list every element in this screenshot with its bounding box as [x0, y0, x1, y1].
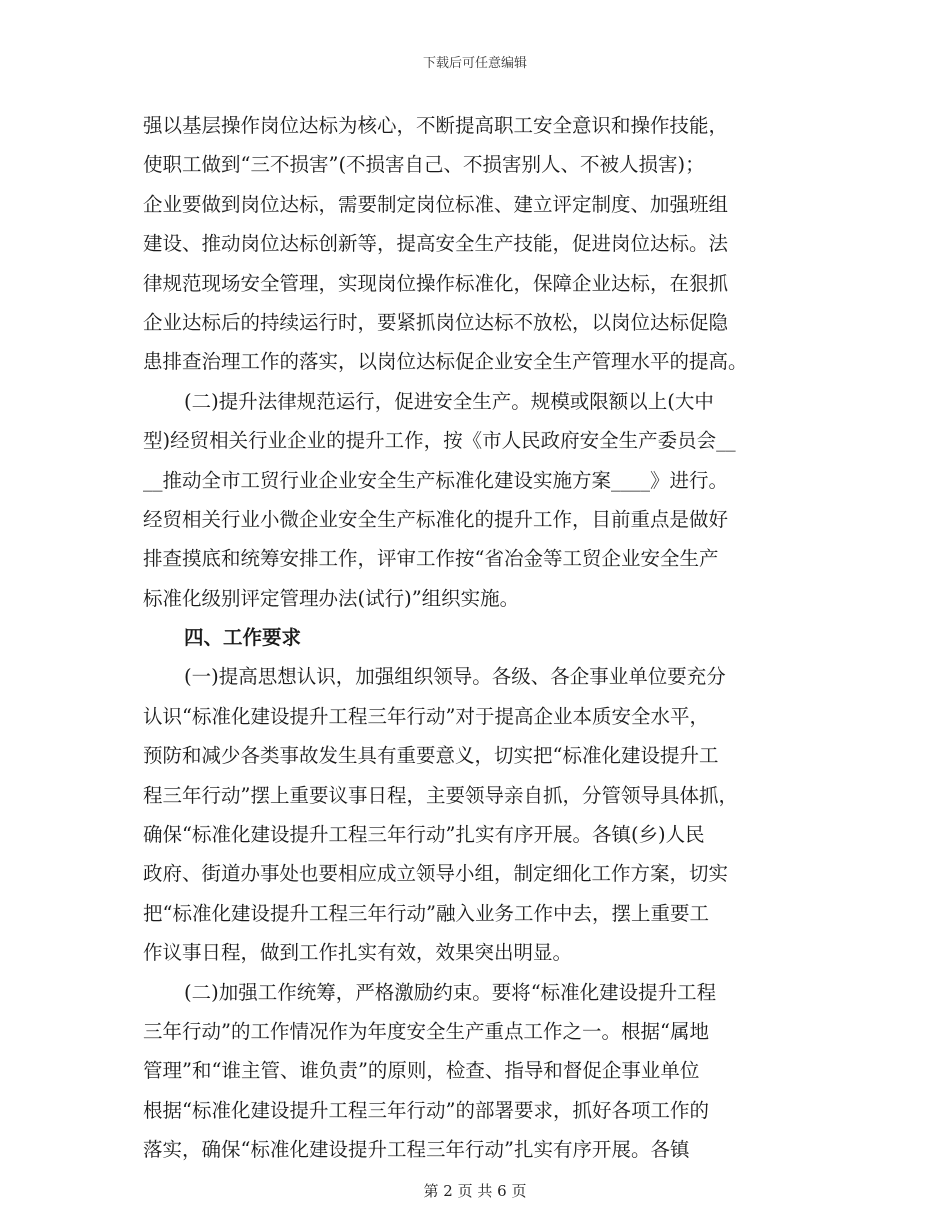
paragraph-start-line: (二)加强工作统筹，严格激励约束。要将“标准化建设提升工程 [184, 980, 717, 1004]
body-line: 使职工做到“三不损害”(不损害自己、不损害别人、不被人损害)； [143, 153, 705, 177]
body-line: 把“标准化建设提升工程三年行动”融入业务工作中去，摆上重要工 [143, 901, 709, 925]
body-line: 认识“标准化建设提升工程三年行动”对于提高企业本质安全水平， [143, 704, 709, 728]
body-line: 根据“标准化建设提升工程三年行动”的部署要求，抓好各项工作的 [143, 1098, 709, 1122]
body-line: 程三年行动”摆上重要议事日程，主要领导亲自抓，分管领导具体抓， [143, 783, 738, 807]
document-body [143, 106, 823, 1170]
body-line: 建设、推动岗位达标创新等，提高安全生产技能，促进岗位达标。法 [143, 232, 729, 256]
body-line: 强以基层操作岗位达标为核心，不断提高职工安全意识和操作技能， [143, 114, 729, 137]
body-line: 管理”和“谁主管、谁负责”的原则，检查、指导和督促企事业单位 [143, 1059, 700, 1083]
body-line: 确保“标准化建设提升工程三年行动”扎实有序开展。各镇(乡)人民 [143, 823, 705, 847]
body-line: 企业要做到岗位达标，需要制定岗位标准、建立评定制度、加强班组 [143, 192, 729, 216]
body-line: 患排查治理工作的落实，以岗位达标促企业安全生产管理水平的提高。 [143, 350, 748, 374]
section-heading: 四、工作要求 [184, 626, 302, 650]
body-line: __推动全市工贸行业企业安全生产标准化建设实施方案____》进行。 [143, 468, 729, 492]
body-line: 三年行动”的工作情况作为年度安全生产重点工作之一。根据“属地 [143, 1019, 709, 1043]
body-line: 预防和减少各类事故发生具有重要意义，切实把“标准化建设提升工 [143, 744, 719, 768]
body-line: 作议事日程，做到工作扎实有效，效果突出明显。 [143, 941, 573, 965]
body-line: 政府、街道办事处也要相应成立领导小组，制定细化工作方案，切实 [143, 862, 729, 886]
paragraph-start-line: (二)提升法律规范运行，促进安全生产。规模或限额以上(大中 [184, 389, 714, 413]
paragraph-start-line: (一)提高思想认识，加强组织领导。各级、各企事业单位要充分 [184, 665, 726, 689]
body-line: 律规范现场安全管理，实现岗位操作标准化，保障企业达标，在狠抓 [143, 271, 729, 295]
body-line: 企业达标后的持续运行时，要紧抓岗位达标不放松，以岗位达标促隐 [143, 310, 729, 334]
body-line: 排查摸底和统筹安排工作，评审工作按“省冶金等工贸企业安全生产 [143, 547, 719, 571]
body-line: 型)经贸相关行业企业的提升工作，按《市人民政府安全生产委员会__ [143, 429, 736, 453]
body-line: 落实，确保“标准化建设提升工程三年行动”扎实有序开展。各镇 [143, 1138, 690, 1162]
body-line: 经贸相关行业小微企业安全生产标准化的提升工作，目前重点是做好 [143, 507, 729, 531]
body-line: 标准化级别评定管理办法(试行)”组织实施。 [143, 586, 520, 610]
page-number-footer: 第 2 页 共 6 页 [423, 1182, 527, 1200]
page-header-note: 下载后可任意编辑 [422, 56, 527, 71]
